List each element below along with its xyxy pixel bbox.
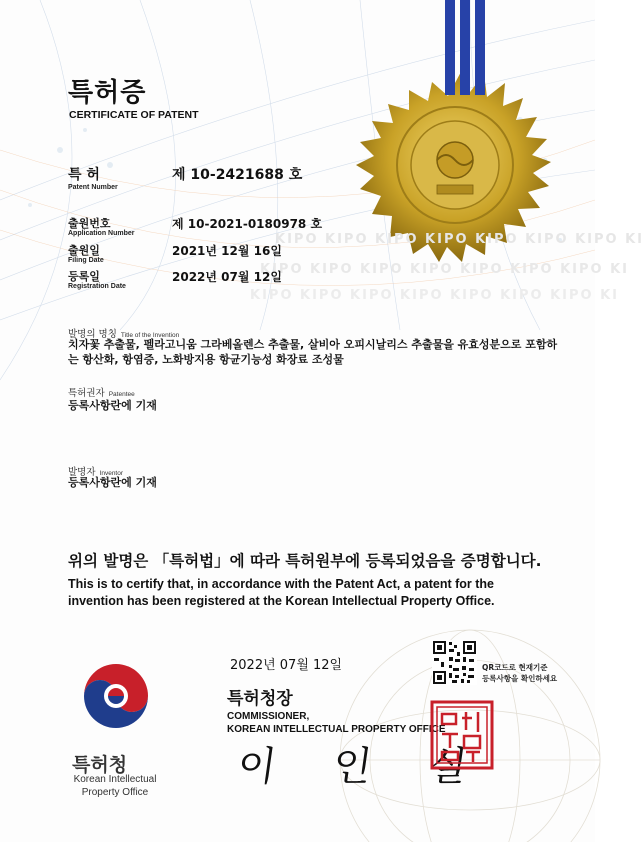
invention-title-label-en: Title of the Invention xyxy=(120,332,180,339)
signature-date: 2022년 07월 12일 xyxy=(230,658,343,673)
certificate-title-en: CERTIFICATE OF PATENT xyxy=(69,109,199,121)
inventor-label-en: Inventor xyxy=(99,470,124,477)
qr-note: QR코드로 현재기준 xyxy=(482,663,548,672)
certificate-title: 특허증 xyxy=(68,78,147,108)
office-name-ko: 특허청 xyxy=(72,754,128,776)
inventor-label: 발명자 xyxy=(68,467,96,478)
office-name-en: Korean Intellectual xyxy=(73,774,157,785)
patent-number-label: 특 허 xyxy=(68,167,100,183)
commissioner-title-en: KOREAN INTELLECTUAL PROPERTY OFFICE xyxy=(227,724,446,735)
patentee-value: 등록사항란에 기재 xyxy=(68,399,157,412)
invention-title-line: 는 항산화, 항염증, 노화방지용 항균기능성 화장료 조성물 xyxy=(68,353,344,366)
registration-date-label: 등록일 xyxy=(68,270,100,283)
watermark-row: KIPO KIPO KIPO KIPO KIPO KIPO KIPO KI xyxy=(260,262,630,277)
kipo-logo-icon xyxy=(80,660,152,732)
invention-title-line: 치자꽃 추출물, 펠라고니움 그라베올렌스 추출물, 살비아 오피시날리스 추출물을 유효성분으로 포함하 xyxy=(68,338,558,351)
inventor-value: 등록사항란에 기재 xyxy=(68,476,157,489)
certification-text-en: This is to certify that, in accordance with the Patent Act, a patent for the xyxy=(68,577,494,591)
office-name-en: Property Office xyxy=(81,787,149,798)
qr-code-icon[interactable] xyxy=(432,640,477,685)
ribbon-stripe xyxy=(445,0,455,95)
filing-date-label: 출원일 xyxy=(68,244,100,257)
certification-text-en: invention has been registered at the Korean Intellectual Property Office. xyxy=(68,594,495,608)
filing-date-label-en: Filing Date xyxy=(68,257,104,264)
certification-text-ko: 위의 발명은 「특허법」에 따라 특허원부에 등록되었음을 증명합니다. xyxy=(68,552,542,570)
filing-date-value: 2021년 12월 16일 xyxy=(172,244,282,258)
commissioner-title-en: COMMISSIONER, xyxy=(227,711,310,722)
patentee-label-en: Patentee xyxy=(108,391,135,398)
ribbon-stripe xyxy=(460,0,470,95)
application-number-label: 출원번호 xyxy=(68,217,111,230)
watermark-row: KIPO KIPO KIPO KIPO KIPO KIPO KIPO KI xyxy=(275,232,644,247)
qr-note: 등록사항을 확인하세요 xyxy=(482,674,558,683)
official-stamp-icon xyxy=(430,700,494,770)
invention-title-label: 발명의 명칭 xyxy=(68,329,117,340)
commissioner-title: 특허청장 xyxy=(227,689,293,709)
patent-number-value: 제 10-2421688 호 xyxy=(172,167,303,183)
patent-number-label-en: Patent Number xyxy=(68,184,118,191)
ribbon-stripe xyxy=(475,0,485,95)
watermark-row: KIPO KIPO KIPO KIPO KIPO KIPO KIPO KI xyxy=(250,288,620,303)
registration-date-label-en: Registration Date xyxy=(68,283,126,290)
commissioner-signature: 이 인 실 xyxy=(234,744,493,790)
patentee-label: 특허권자 xyxy=(68,388,105,399)
application-number-label-en: Application Number xyxy=(68,230,135,237)
registration-date-value: 2022년 07월 12일 xyxy=(172,270,282,284)
application-number-value: 제 10-2021-0180978 호 xyxy=(172,217,323,231)
